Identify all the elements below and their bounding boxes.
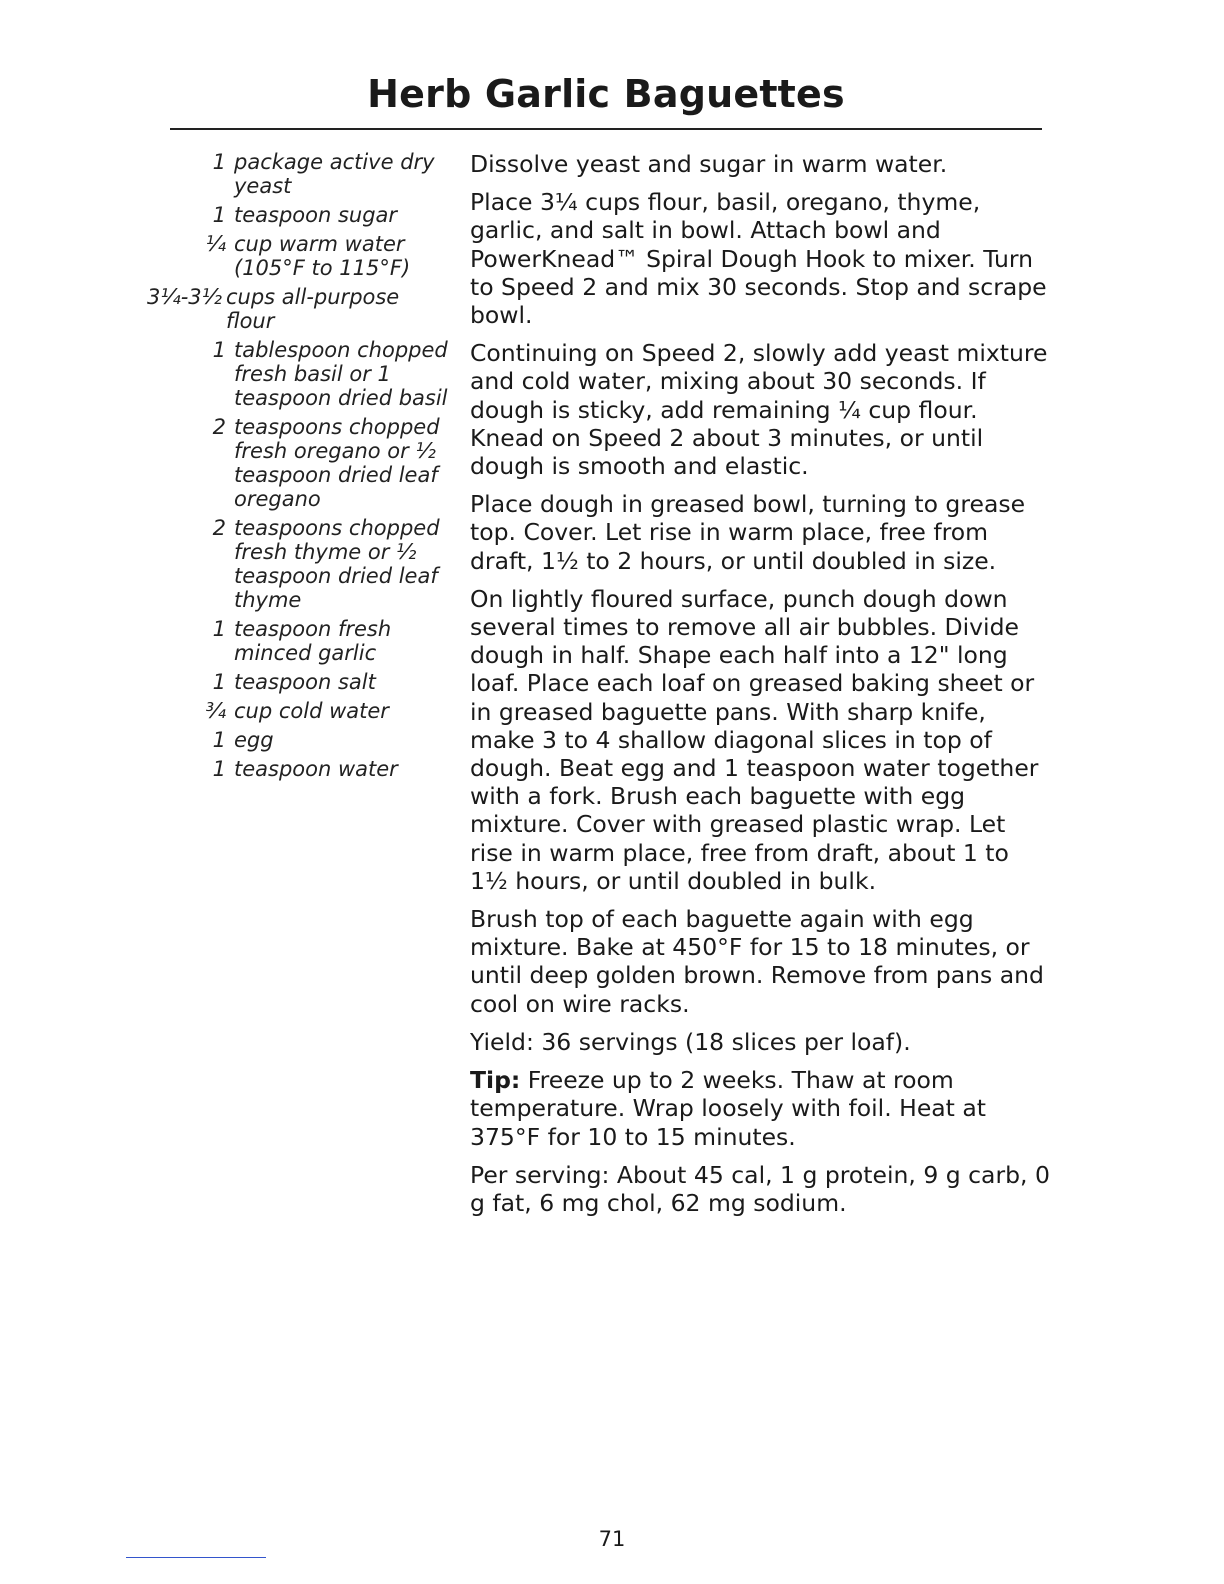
- tip-paragraph: [470, 1066, 1050, 1151]
- ingredient-quantity: 1: [212, 338, 226, 362]
- directions: [470, 150, 1050, 1227]
- ingredient-quantity: 2: [212, 516, 226, 540]
- ingredient-description: egg: [234, 728, 274, 752]
- direction-step: Place dough in greased bowl, turning to grease top. Cover. Let rise in warm place, free from draft, 1½ to 2 hours, or until doubled in size.: [470, 490, 1026, 575]
- ingredient-item: [150, 415, 450, 511]
- ingredient-quantity: ¼: [205, 232, 226, 256]
- ingredient-quantity: 1: [212, 670, 226, 694]
- ingredient-description: package active dry yeast: [234, 150, 435, 198]
- ingredient-item: [150, 338, 450, 410]
- ingredient-item: [150, 757, 450, 781]
- ingredient-quantity: 1: [212, 150, 226, 174]
- direction-step: Dissolve yeast and sugar in warm water.: [470, 150, 948, 178]
- ingredient-description: teaspoon water: [234, 757, 398, 781]
- ingredient-description: teaspoon salt: [234, 670, 376, 694]
- ingredient-quantity: 1: [212, 617, 226, 641]
- ingredient-item: [150, 728, 450, 752]
- direction-step: Continuing on Speed 2, slowly add yeast mixture and cold water, mixing about 30 seconds. If dough is sticky, add remaining ¼ cup flour. Knead on Speed 2 about 3 minutes, or until dough is smooth and elastic.: [470, 339, 1048, 481]
- ingredient-item: [150, 150, 450, 198]
- ingredients-list: [146, 150, 450, 786]
- title-divider: [170, 128, 1042, 130]
- ingredient-quantity: 2: [212, 415, 226, 439]
- ingredient-description: teaspoon fresh minced garlic: [234, 617, 392, 665]
- ingredient-item: [150, 232, 450, 280]
- ingredient-description: cup cold water: [234, 699, 389, 723]
- direction-step: On lightly floured surface, punch dough down several times to remove all air bubbles. Divide dough in half. Shape each half into a 12" long loaf. Place each loaf on greased baking sheet or in greased baguette pans. With sharp knife, make 3 to 4 shallow diagonal slices in top of dough. Beat egg and 1 teaspoon water together with a fork. Brush each baguette with egg mixture. Cover with greased plastic wrap. Let rise in warm place, free from draft, about 1 to 1½ hours, or until doubled in bulk.: [470, 584, 1039, 895]
- ingredient-item: [150, 670, 450, 694]
- ingredient-description: cups all-purpose flour: [226, 285, 400, 333]
- ingredient-quantity: ¾: [205, 699, 226, 723]
- footer-divider: [126, 1557, 266, 1558]
- ingredient-description: tablespoon chopped fresh basil or 1 teaspoon dried basil: [234, 338, 448, 410]
- ingredient-quantity: 1: [212, 203, 226, 227]
- ingredient-item: [150, 203, 450, 227]
- ingredient-quantity: 1: [212, 728, 226, 752]
- ingredient-description: cup warm water (105°F to 115°F): [234, 232, 411, 280]
- tip-text: Freeze up to 2 weeks. Thaw at room temperature. Wrap loosely with foil. Heat at 375°F for 10 to 15 minutes.: [470, 1066, 986, 1151]
- page-number: 71: [598, 1527, 626, 1551]
- yield-text: Yield: 36 servings (18 slices per loaf).: [470, 1027, 911, 1056]
- tip-label: Tip:: [470, 1066, 521, 1095]
- ingredient-description: teaspoons chopped fresh oregano or ½ teaspoon dried leaf oregano: [234, 415, 440, 511]
- direction-step: Brush top of each baguette again with egg mixture. Bake at 450°F for 15 to 18 minutes, or until deep golden brown. Remove from pans and cool on wire racks.: [470, 905, 1044, 1018]
- ingredient-item: [150, 617, 450, 665]
- direction-step: Place 3¼ cups flour, basil, oregano, thyme, garlic, and salt in bowl. Attach bowl and PowerKnead™ Spiral Dough Hook to mixer. Turn to Speed 2 and mix 30 seconds. Stop and scrape bowl.: [470, 188, 1047, 330]
- ingredient-quantity: 3¼-3½: [146, 285, 222, 309]
- nutrition-text: Per serving: About 45 cal, 1 g protein, 9 g carb, 0 g fat, 6 mg chol, 62 mg sodium.: [470, 1160, 1050, 1217]
- ingredient-description: teaspoons chopped fresh thyme or ½ teaspoon dried leaf thyme: [234, 516, 440, 612]
- ingredient-item: [150, 699, 450, 723]
- ingredient-item: [150, 516, 450, 612]
- page-title: Herb Garlic Baguettes: [367, 72, 845, 116]
- ingredient-quantity: 1: [212, 757, 226, 781]
- ingredient-item: [146, 285, 450, 333]
- ingredient-description: teaspoon sugar: [234, 203, 398, 227]
